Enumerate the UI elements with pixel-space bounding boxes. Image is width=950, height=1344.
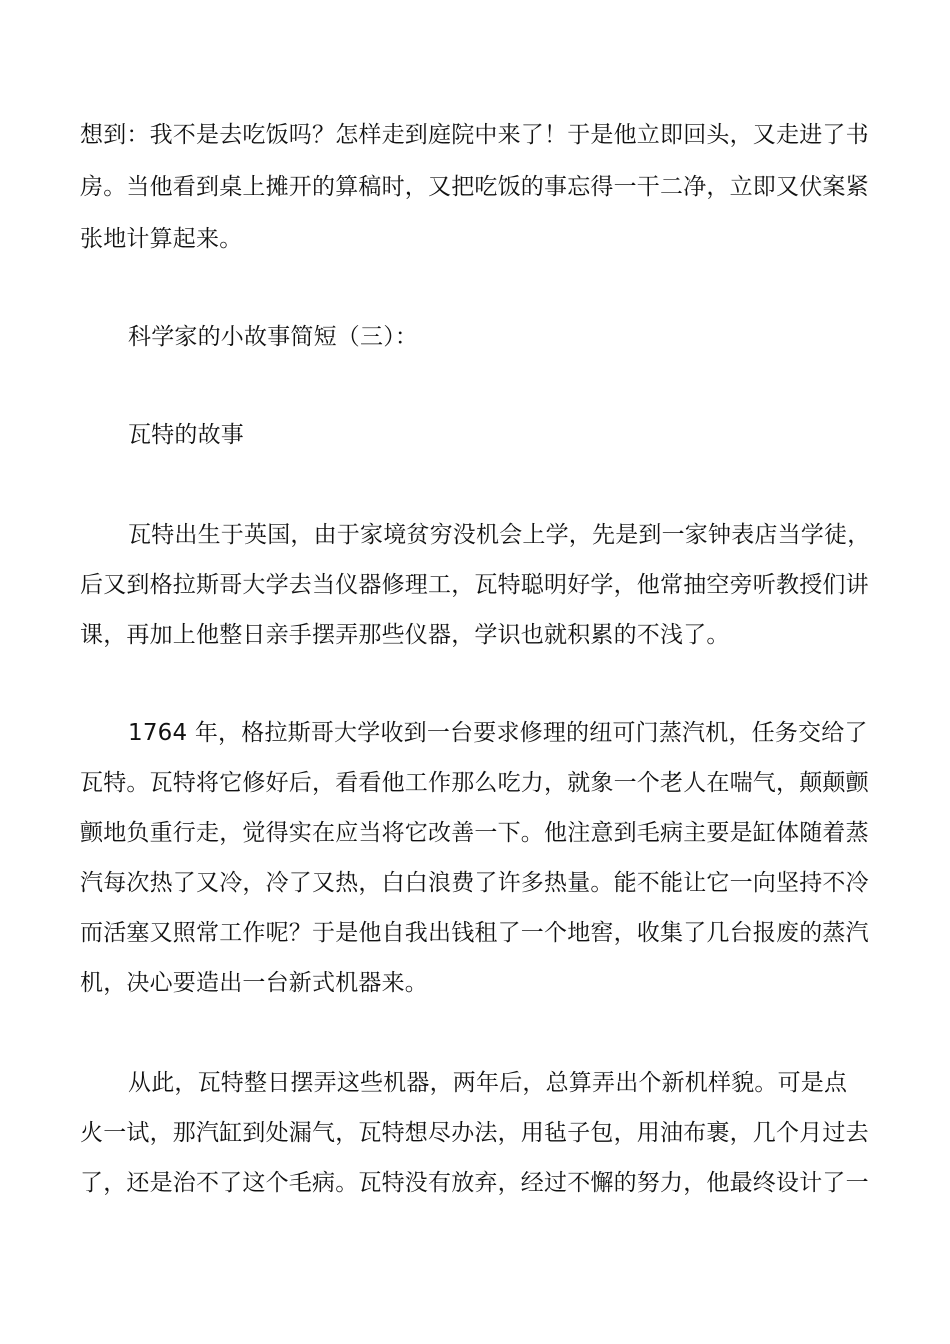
text-line: 瓦特出生于英国，由于家境贫穷没机会上学，先是到一家钟表店当学徒， [128,522,871,548]
text-line: 汽每次热了又冷，冷了又热，白白浪费了许多热量。能不能让它一向坚持不冷 [80,870,869,896]
heading-line: 科学家的小故事简短（三）： [128,324,419,350]
text-line: 想到：我不是去吃饭吗？怎样走到庭院中来了！于是他立即回头，又走进了书 [80,122,869,148]
text-line: 张地计算起来。 [80,226,243,252]
text-line: 课，再加上他整日亲手摆弄那些仪器，学识也就积累的不浅了。 [80,622,730,648]
text-line: 房。当他看到桌上摊开的算稿时，又把吃饭的事忘得一干二净，立即又伏案紧 [80,174,869,200]
text-line: 后又到格拉斯哥大学去当仪器修理工，瓦特聪明好学，他常抽空旁听教授们讲 [80,572,869,598]
text-line: 而活塞又照常工作呢？于是他自我出钱租了一个地窖，收集了几台报废的蒸汽 [80,920,869,946]
text-line: 瓦特。瓦特将它修好后，看看他工作那么吃力，就象一个老人在喘气，颠颠颤 [80,770,869,796]
text-line: 了，还是治不了这个毛病。瓦特没有放弃，经过不懈的努力，他最终设计了一 [80,1170,869,1196]
text-line: 从此，瓦特整日摆弄这些机器，两年后，总算弄出个新机样貌。可是点 [128,1070,848,1096]
text-line: 火一试，那汽缸到处漏气，瓦特想尽办法，用毡子包，用油布裹，几个月过去 [80,1120,869,1146]
text-line: 机，决心要造出一台新式机器来。 [80,970,428,996]
title-line: 瓦特的故事 [128,422,244,448]
text-line: 1764 年，格拉斯哥大学收到一台要求修理的纽可门蒸汽机，任务交给了 [128,720,868,746]
text-line: 颤地负重行走，觉得实在应当将它改善一下。他注意到毛病主要是缸体随着蒸 [80,820,869,846]
